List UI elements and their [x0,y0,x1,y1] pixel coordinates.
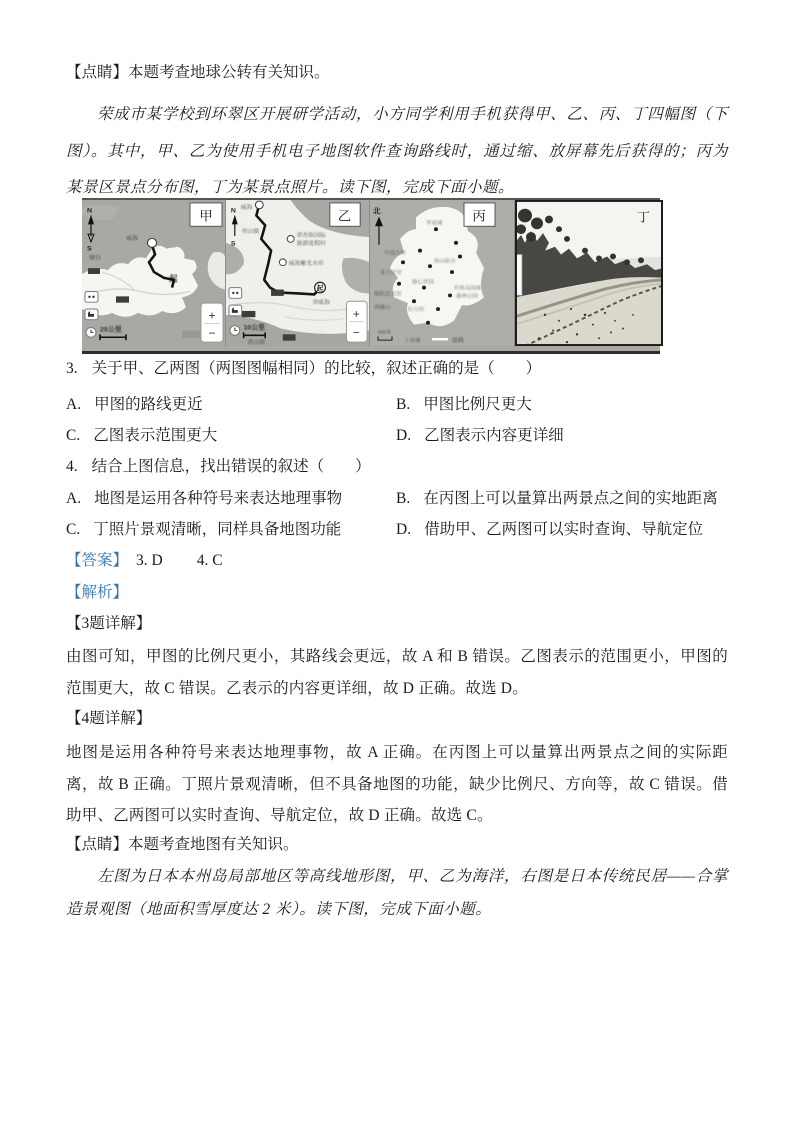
panel-tag-yi: 乙 [337,208,352,224]
poi-label: 钓鱼岛国家 [454,285,482,292]
zoom-out-button: − [352,326,360,340]
detail-3-label: 【3题详解】 [66,615,152,632]
figure-four-maps [82,198,660,354]
option-3b-key: B. [396,396,411,413]
road-sign [271,290,284,296]
detail-4-text: 地图是运用各种符号来表达地理事物，故 A 正确。在丙图上可以量算出两景点之间的实际距离，故 B 正确。丁照片景观清晰，但不具备地图的功能，缺少比例尺、方向等，故 C 错误。借助甲、乙两图可以实时查询、导航定位，故 D 正确。故选 C。 [66,744,728,824]
poi-label: 朝阳艺术馆 [374,291,402,298]
answer-q4: 4. C [196,552,223,569]
road-sign [116,296,129,302]
zoom-out-button: − [208,326,216,341]
question-3-options-row-2 [66,423,728,445]
option-3c-text: 乙图表示范围更大 [93,427,218,444]
map-panel-jia [82,200,225,346]
map-app-icon [85,291,98,302]
analysis-label: 【解析】 [66,584,129,601]
question-3-options-row-1 [66,392,728,414]
poi-label: 黄山镇 [247,340,266,346]
poi-label: 某大学堂 [380,270,402,276]
option-3a-text: 甲图的路线更近 [94,396,203,413]
outro-paragraph: 左图为日本本州岛局部地区等高线地形图，甲、乙为海洋，右图是日本传统民居——合掌造景观图（地面积雪厚度达 2 米）。读下图，完成下面小题。 [66,868,728,918]
option-4c-key: C. [66,521,81,538]
poi-label: 神雕山 [374,305,391,311]
option-4a-key: A. [66,490,82,507]
answer-q3: 3. D [136,552,163,569]
poi-marker [279,259,286,266]
panel-tag-ding: 丁 [637,210,651,225]
question-3-stem: 关于甲、乙两图（两图图幅相同）的比较，叙述正确的是（ ） [91,360,542,377]
label-route-start: 起 [316,285,324,293]
option-4d [396,517,703,539]
poi-label: 旅游度假村 [296,240,326,247]
poi-label: 森林公园 [456,293,478,300]
scale-label: 25公里 [100,326,122,334]
option-4b-text: 在丙图上可以量算出两景点之间的实地距离 [423,490,718,507]
option-4c [66,517,396,539]
option-3d-key: D. [396,427,412,444]
option-3c [66,423,396,445]
option-3d-text: 乙图表示内容更详细 [424,427,564,444]
compass-n-label: N [87,207,93,215]
compass-n-label: N [230,207,236,215]
poi-marker [287,236,294,243]
map-jia-svg [82,200,225,346]
option-3a-key: A. [66,396,82,413]
compass-s-label: S [87,245,92,253]
map-panel-yi [225,200,369,346]
road-sign [242,311,256,317]
panel-tag-jia: 甲 [199,208,213,224]
photo-ding-svg [515,200,663,346]
question-4-options-row-1 [66,486,728,508]
poi-label: 里山镇 [241,229,260,236]
question-4 [66,454,728,476]
label-route-start: 起 [169,273,178,284]
map-panel-bing [369,200,514,346]
question-4-stem: 结合上图信息，找出错误的叙述（ ） [91,458,371,475]
scale-label: 10公里 [243,324,265,332]
road-sign [283,334,296,340]
question-4-number: 4. [66,458,78,475]
poi-label: 焦山险台 [434,258,456,265]
label-weihai: 威海 [126,235,138,242]
option-3c-key: C. [66,427,81,444]
map-bing-svg [370,200,514,346]
compass-north-label: 北 [373,206,381,216]
question-3 [66,356,728,378]
map-app-icon [88,296,90,298]
question-4-options-row-2 [66,517,728,539]
poi-label: 中国九村 [384,250,406,257]
option-4d-text: 借助甲、乙两图可以实时查询、导航定位 [424,521,704,538]
detail-4-label: 【4题详解】 [66,710,152,727]
poi-label: 华夏城 [426,220,443,227]
poi-label: 威海紫光水库 [288,261,324,268]
map-app-icon [232,292,234,294]
map-app-icon [92,296,94,298]
option-3d [396,423,564,445]
zoom-in-button: + [208,308,216,323]
option-3a [66,392,396,414]
panel-tag-bing: 丙 [472,208,486,224]
legend-scale-label: 500米 [378,330,392,336]
destination-marker [255,201,263,209]
option-3b-text: 甲图比例尺更大 [423,396,532,413]
question-3-number: 3. [66,360,78,377]
intro-paragraph: 荣成市某学校到环翠区开展研学活动，小方同学利用手机获得甲、乙、丙、丁四幅图（下图）。其中，甲、乙为使用手机电子地图软件查询路线时，通过缩、放屏幕先后获得的；丙为某景区景点分布图，丁为某景点照片。读下图，完成下面小题。 [66,106,728,196]
pointer-note-map: 【点睛】本题考查地图有关知识。 [66,836,299,853]
option-4a [66,486,396,508]
option-4b-key: B. [396,490,411,507]
option-4d-key: D. [396,521,412,538]
label-weihai: 威海 [240,204,253,211]
zoom-in-button: + [352,307,360,321]
poi-label: 红豆杉 [408,307,425,313]
poi-label: 静心世园 [412,279,434,286]
option-3b [396,392,532,414]
photo-panel-ding [514,200,663,346]
poi-label: 翠杏街国际 [296,232,326,239]
road-sign [88,268,100,274]
map-yi-svg [226,200,369,346]
destination-marker [148,238,157,247]
option-4b [396,486,718,508]
poi-label: 省威海 [312,300,330,307]
option-4a-text: 地图是运用各种符号来表达地理事物 [94,490,343,507]
legend-road-label: 道路 [452,338,464,345]
compass-s-label: S [230,240,236,248]
map-app-icon [236,292,238,294]
answer-label: 【答案】 [66,552,129,569]
answer-line [66,548,728,570]
legend-place-label: 十里滩 [404,338,421,345]
map-app-icon [229,288,242,299]
option-4c-text: 丁照片景观清晰，同样具备地图功能 [93,521,342,538]
pointer-note-earth: 【点睛】本题考查地球公转有关知识。 [66,64,330,81]
detail-3-text: 由图可知，甲图的比例尺更小，其路线会更远，故 A 和 B 错误。乙图表示的范围更小，甲图的范围更大，故 C 错误。乙表示的内容更详细，故 D 正确。故选 D。 [66,648,728,697]
label-yantai: 烟台 [89,255,101,262]
